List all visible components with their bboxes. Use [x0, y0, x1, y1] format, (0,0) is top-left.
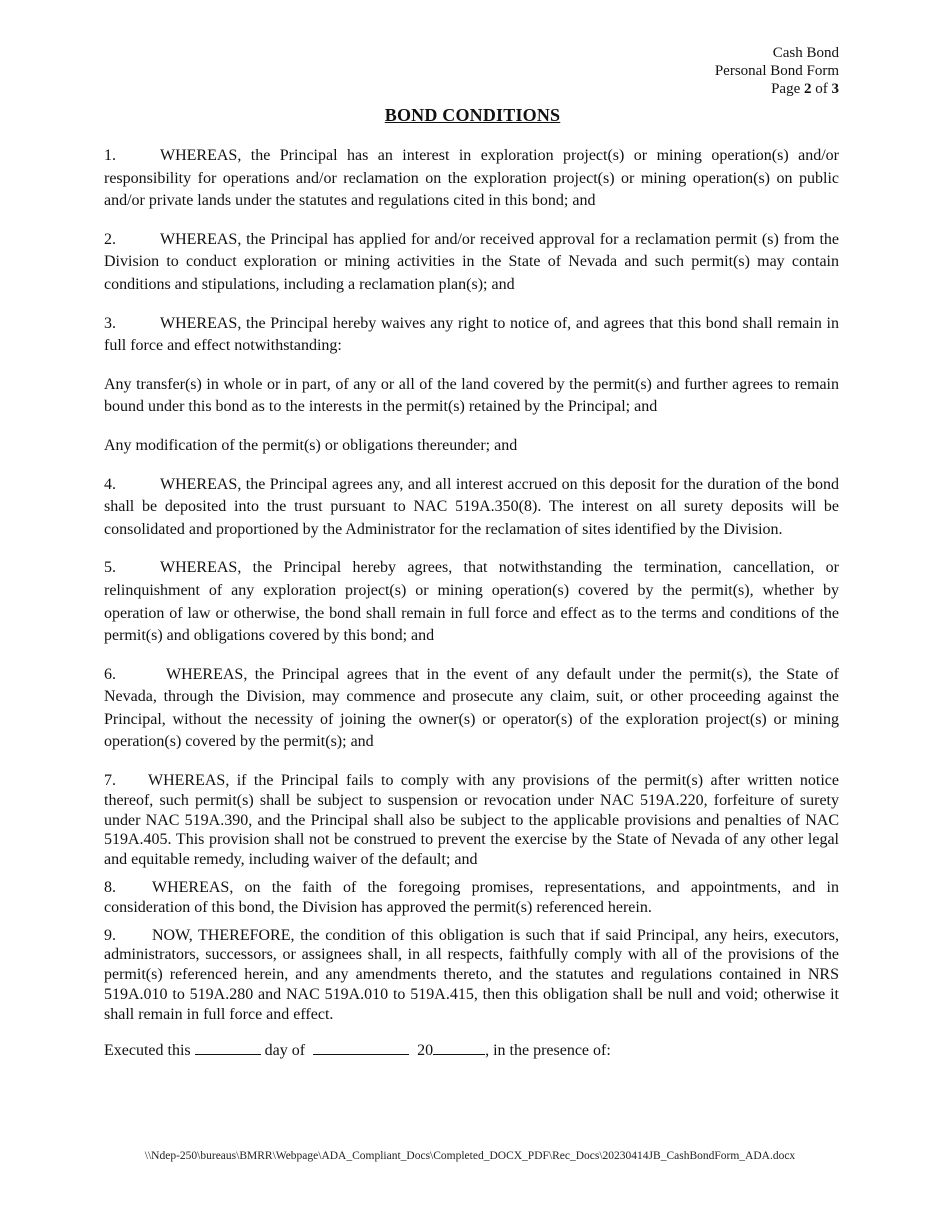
condition-number: 4. — [104, 475, 116, 493]
condition-7 — [104, 771, 839, 870]
page-mid: of — [811, 81, 832, 97]
day-blank-field[interactable] — [195, 1039, 261, 1055]
page-prefix: Page — [771, 81, 804, 97]
execution-label-start: Executed this — [104, 1042, 195, 1059]
condition-text: WHEREAS, the Principal hereby waives any right to notice of, and agrees that this bond shall remain in full force and effect notwithstanding: — [104, 314, 839, 355]
bond-conditions-body — [104, 145, 839, 1033]
condition-3 — [104, 313, 839, 358]
condition-2 — [104, 229, 839, 297]
condition-text: WHEREAS, if the Principal fails to comply with any provisions of the permit(s) after written notice thereof, such permit(s) shall be subject to suspension or revocation under NAC 519A.220, forfeiture of surety under NAC 519A.390, and the Principal shall also be subject to the applicable provisions and penalties of NAC 519A.405. This provision shall not be construed to prevent the exercise by the State of Nevada of any other legal and equitable remedy, including waiver of the default; and — [104, 772, 839, 869]
page-total: 3 — [831, 81, 839, 97]
condition-number: 3. — [104, 314, 116, 332]
condition-number: 9. — [104, 926, 116, 944]
condition-text: WHEREAS, on the faith of the foregoing promises, representations, and appointments, and in consideration of this bond, the Division has approved the permit(s) referenced herein. — [104, 879, 839, 916]
condition-number: 6. — [104, 665, 116, 683]
condition-6 — [104, 664, 839, 754]
condition-3-modification: Any modification of the permit(s) or obligations thereunder; and — [104, 436, 518, 454]
condition-number: 8. — [104, 879, 116, 897]
condition-3-transfer: Any transfer(s) in whole or in part, of any or all of the land covered by the permit(s) and further agrees to remain bound under this bond as to the interests in the permit(s) retained by the Principal; and — [104, 375, 839, 416]
condition-text: WHEREAS, the Principal agrees that in the event of any default under the permit(s), the State of Nevada, through the Division, may commence and prosecute any claim, suit, or other proceeding against the Principal, without the necessity of joining the owner(s) or operator(s) of the exploration project(s) or mining operation(s) covered by the permit(s); and — [104, 665, 839, 751]
condition-number: 2. — [104, 230, 116, 248]
header-form-name: Personal Bond Form — [714, 63, 839, 79]
condition-text: WHEREAS, the Principal hereby agrees, that notwithstanding the termination, cancellation, or relinquishment of any exploration project(s) or mining operation(s) covered by the permit(s), whether by operation of law or otherwise, the bond shall remain in full force and effect as to the terms and conditions of the permit(s) and obligations covered by this bond; and — [104, 559, 839, 645]
condition-9 — [104, 926, 839, 1025]
execution-label-day-of: day of — [260, 1042, 310, 1059]
execution-label-end: , in the presence of: — [485, 1042, 611, 1059]
month-blank-field[interactable] — [313, 1039, 409, 1055]
condition-1 — [104, 145, 839, 213]
execution-line — [104, 1039, 611, 1062]
header-form-type: Cash Bond — [772, 45, 839, 61]
condition-4 — [104, 474, 839, 542]
condition-5 — [104, 557, 839, 647]
page-current: 2 — [804, 81, 812, 97]
condition-8 — [104, 878, 839, 918]
execution-label-year-prefix: 20 — [413, 1042, 434, 1059]
condition-number: 7. — [104, 772, 116, 790]
condition-number: 5. — [104, 559, 116, 577]
condition-text: NOW, THEREFORE, the condition of this obligation is such that if said Principal, any heirs, executors, administrators, successors, or assignees shall, in all respects, faithfully comply with all of the provisions of the permit(s) referenced herein, and any amendments thereto, and the statutes and regulations contained in NRS 519A.010 to 519A.280 and NAC 519A.010 to 519A.415, then this obligation shall be null and void; otherwise it shall remain in full force and effect. — [104, 926, 839, 1023]
page-header — [715, 44, 839, 98]
condition-text: WHEREAS, the Principal agrees any, and all interest accrued on this deposit for the duration of the bond shall be deposited into the trust pursuant to NAC 519A.350(8). The interest on all surety deposits will be consolidated and proportioned by the Administrator for the reclamation of sites identified by the Division. — [104, 475, 839, 538]
condition-number: 1. — [104, 147, 116, 164]
document-title: BOND CONDITIONS — [384, 105, 561, 125]
year-blank-field[interactable] — [433, 1039, 485, 1055]
condition-text: WHEREAS, the Principal has applied for and/or received approval for a reclamation permit (s) from the Division to conduct exploration or mining activities in the State of Nevada and such permit(s) may contain conditions and stipulations, including a reclamation plan(s); and — [104, 230, 839, 293]
header-page-number — [715, 80, 839, 98]
condition-text: WHEREAS, the Principal has an interest in exploration project(s) or mining operation(s) and/or responsibility for operations and/or reclamation on the exploration project(s) or mining operation(s) on public and/or private lands under the statutes and regulations cited in this bond; and — [104, 147, 839, 210]
document-file-path: \\Ndep-250\bureaus\BMRR\Webpage\ADA_Compliant_Docs\Completed_DOCX_PDF\Rec_Docs\20230414JB_CashBondForm_ADA.docx — [144, 1150, 796, 1162]
